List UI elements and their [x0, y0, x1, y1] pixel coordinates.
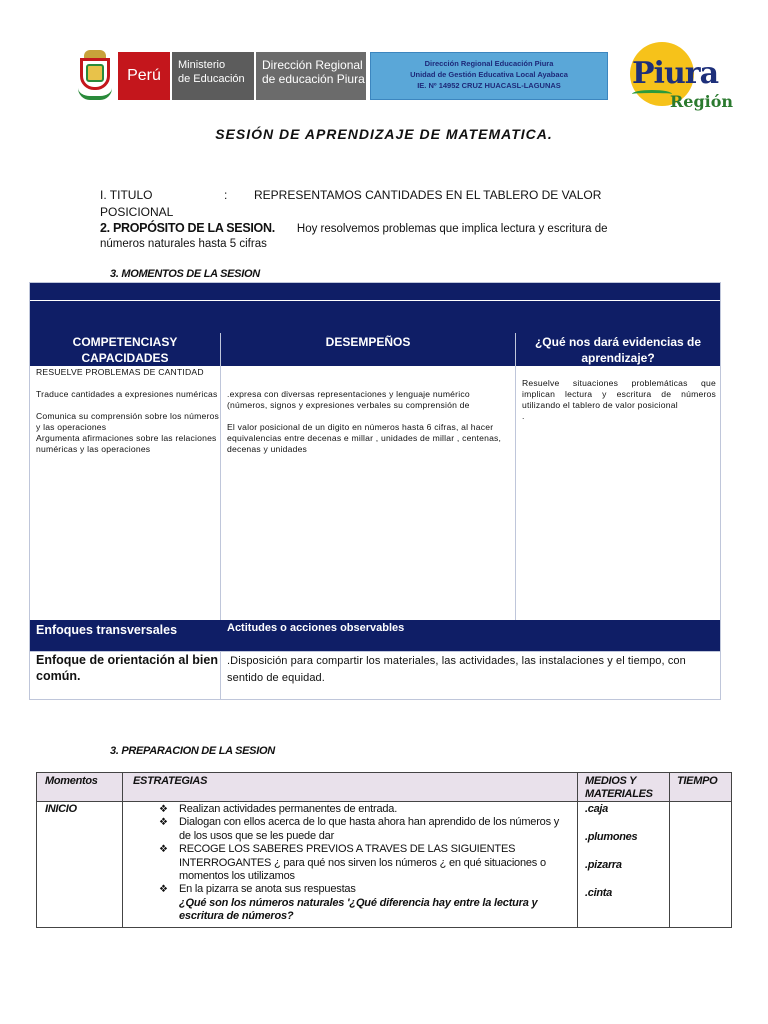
ugel-banner: Dirección Regional Educación Piura Unidad de Gestión Educativa Local Ayabaca IE. Nº 14952 CRUZ HUACASL-LAGUNAS	[370, 52, 608, 100]
preparacion-table	[36, 772, 732, 928]
enfoques-label: Enfoques transversales	[36, 623, 178, 637]
proposito-line	[100, 221, 608, 235]
titulo-text: REPRESENTAMOS CANTIDADES EN EL TABLERO DE VALOR	[254, 188, 602, 202]
header-evidencias: ¿Qué nos dará evidencias de aprendizaje?	[516, 333, 720, 366]
list-item: ❖ Realizan actividades permanentes de entrada.	[159, 803, 398, 815]
competencias-cell	[36, 367, 220, 455]
ministerio-logo: Ministerio de Educación	[170, 52, 254, 100]
proposito-text-cont: números naturales hasta 5 cifras	[100, 238, 267, 250]
column-divider	[515, 333, 516, 620]
momentos-heading: 3. MOMENTOS DE LA SESION	[110, 268, 260, 280]
wave-icon	[632, 90, 672, 98]
desempeno-valor-posicional: El valor posicional de un digito en números hasta 6 cifras, al hacer equivalencias entre decenas e millar , unidades de millar , centenas, decenas y unidades	[227, 422, 502, 454]
desempenos-cell	[227, 389, 509, 455]
preparacion-heading: 3. PREPARACION DE LA SESION	[110, 745, 275, 757]
momentos-table	[29, 282, 721, 700]
list-item: ❖ Dialogan con ellos acerca de lo que hasta ahora han aprendido de los números y de los usos que se les puede dar	[159, 816, 560, 842]
header-momentos: Momentos	[45, 775, 98, 787]
titulo-label: I. TITULO	[100, 188, 153, 202]
key-question: ¿Qué son los números naturales '¿Qué diferencia hay entre la lectura y escritura de números?	[179, 896, 538, 923]
titulo-text-cont: POSICIONAL	[100, 205, 174, 219]
titulo-line	[100, 188, 601, 202]
header-banner	[76, 48, 608, 104]
titulo-colon: :	[224, 188, 228, 202]
proposito-label: 2. PROPÓSITO DE LA SESION.	[100, 221, 275, 235]
header-tiempo: TIEMPO	[677, 775, 718, 787]
diamond-bullet-icon: ❖	[159, 884, 168, 896]
header-competencias: COMPETENCIASY CAPACIDADES	[30, 333, 220, 366]
list-item: ❖ RECOGE LOS SABERES PREVIOS A TRAVES DE LAS SIGUIENTES INTERROGANTES ¿ para qué nos sirven los números ¿ en qué situaciones o momentos los utilizamos	[159, 843, 546, 883]
strategies-list	[159, 803, 573, 924]
diamond-bullet-icon: ❖	[159, 817, 168, 829]
peru-coat-of-arms-icon	[76, 48, 114, 104]
header-desempenos: DESEMPEÑOS	[221, 333, 515, 366]
peru-logo: Perú	[118, 52, 170, 100]
capacidad-argumenta: Argumenta afirmaciones sobre las relaciones numéricas y las operaciones	[36, 433, 217, 454]
column-divider	[122, 773, 123, 927]
actitudes-label: Actitudes o acciones observables	[227, 622, 405, 634]
inicio-label: INICIO	[45, 803, 77, 815]
evidencia-text: Resuelve situaciones problemáticas que implican lectura y escritura de números utilizando el tablero de valor posicional	[522, 378, 716, 410]
header-medios: MEDIOS Y MATERIALES	[585, 775, 653, 800]
material-item: .pizarra	[585, 859, 622, 871]
table-top-bar	[30, 283, 720, 300]
header-estrategias: ESTRATEGIAS	[133, 775, 208, 787]
competencia-title: RESUELVE PROBLEMAS DE CANTIDAD	[36, 367, 204, 377]
piura-region-logo: Piura Región	[624, 40, 732, 118]
column-divider	[669, 773, 670, 927]
direccion-regional-logo: Dirección Regional de educación Piura	[254, 52, 366, 100]
capacidad-comunica: Comunica su comprensión sobre los números y las operaciones	[36, 411, 220, 432]
capacidad-traduce: Traduce cantidades a expresiones numéricas	[36, 389, 218, 399]
evidencias-cell: Resuelve situaciones problemáticas que implican lectura y escritura de números utilizando el tablero de valor posicional .	[522, 378, 716, 421]
material-item: .plumones	[585, 831, 638, 843]
desempeno-expresa: .expresa con diversas representaciones y lenguaje numérico (números, signos y expresiones verbales su comprensión de	[227, 389, 470, 410]
list-item: ❖ En la pizarra se anota sus respuestas	[159, 883, 356, 896]
diamond-bullet-icon: ❖	[159, 844, 168, 856]
page-title: SESIÓN DE APRENDIZAJE DE MATEMATICA.	[215, 126, 553, 142]
material-item: .cinta	[585, 887, 612, 899]
diamond-bullet-icon: ❖	[159, 804, 168, 815]
material-item: .caja	[585, 803, 608, 815]
actitud-text: .Disposición para compartir los materiales, las actividades, las instalaciones y el tiempo, con sentido de equidad.	[227, 655, 686, 684]
table-top-bar-2	[30, 301, 720, 333]
column-divider	[577, 773, 578, 927]
enfoque-bien-comun: Enfoque de orientación al bien común.	[36, 653, 218, 683]
proposito-text: Hoy resolvemos problemas que implica lectura y escritura de	[296, 223, 608, 235]
